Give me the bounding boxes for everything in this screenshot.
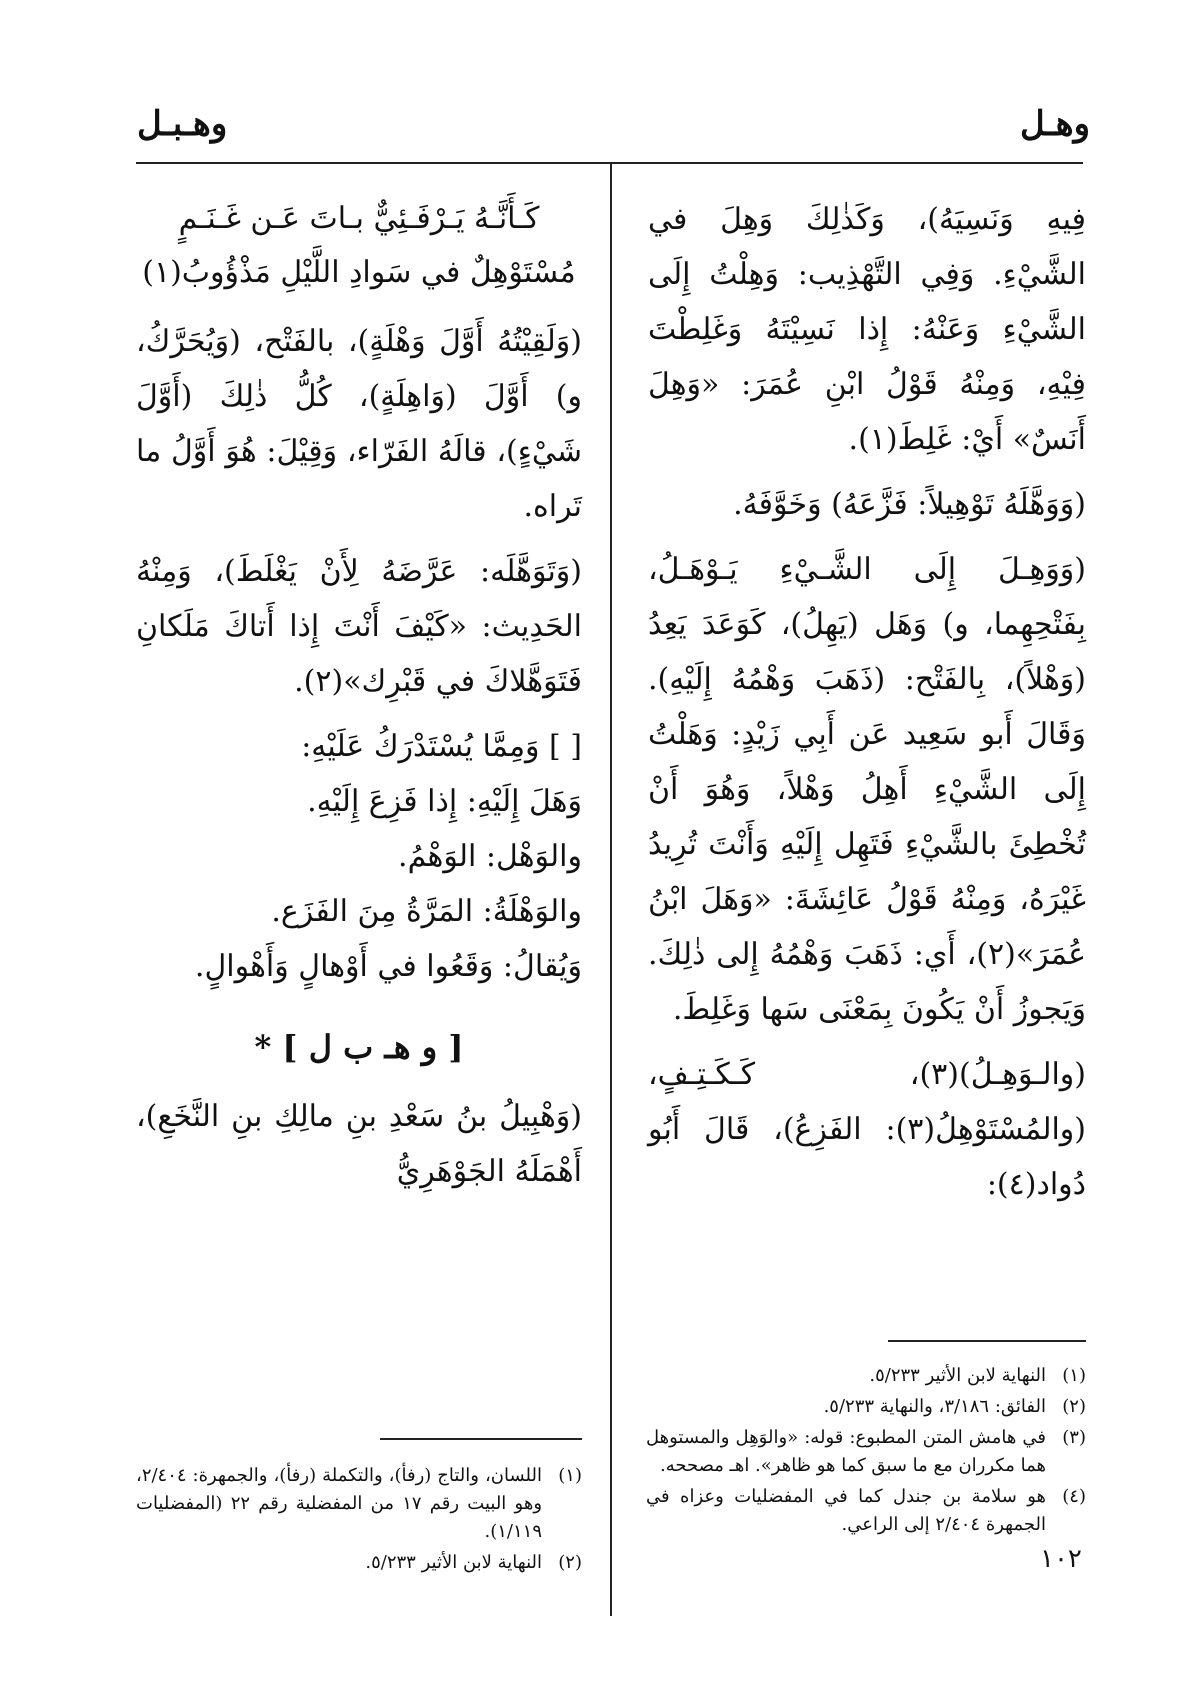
page-number: ١٠٢: [1040, 1544, 1082, 1574]
footnote-text: الفائق: ٣/١٨٦، والنهاية ٥/٢٣٣.: [823, 1396, 1046, 1417]
footnote: [136, 1549, 582, 1577]
footnote-number: (٤): [1062, 1486, 1086, 1507]
left-column: [136, 192, 582, 1199]
footnote-text: هو سلامة بن جندل كما في المفضليات وعزاه في الجمهرة ٢/٤٠٤ إلى الراعي.: [646, 1486, 1046, 1535]
footnote-number: (٢): [1062, 1396, 1086, 1417]
entry-heading: [ و هـ ب ل ] *: [254, 1028, 464, 1066]
column-divider: [610, 164, 612, 1616]
footnote: [646, 1424, 1086, 1480]
right-footnote-rule: [888, 1340, 1086, 1342]
left-paragraph-4: وَهَلَ إِلَيْهِ: إِذا فَزِعَ إِلَيْهِ.: [307, 784, 582, 819]
right-paragraph-3: (وَوَهِـلَ إِلَى الشَّـيْءِ يَـوْهَـلُ، بِفَتْحِهِما، و) وَهَل (يَهِلُ)، كَوَعَدَ يَعِدُ (وَهْلاً)، بِالفَتْح: (ذَهَبَ وَهْمُهُ إِلَيْهِ). وَقَالَ أَبو سَعِيد عَن أَبِي زَيْدٍ: وَهَلْتُ إِلَى الشَّيْءِ أَهِلُ وَهْلاً، وَهُوَ أَنْ تُخْطِئَ بالشَّيْءِ فَتَهِل إِلَيْهِ وَأَنْتَ تُرِيدُ غَيْرَهُ، وَمِنْهُ قَوْلُ عَائِشَةَ: «وَهَلَ ابْنُ عُمَرَ»(٢)، أَي: ذَهَبَ وَهْمُهُ إِلى ذٰلِكَ. وَيَجوزُ أَنْ يَكُونَ بِمَعْنَى سَها وَغَلِطَ.: [648, 552, 1086, 1027]
footnote-text: النهاية لابن الأثير ٥/٢٣٣.: [869, 1365, 1046, 1386]
footnote-number: (١): [1062, 1365, 1086, 1386]
footnote: [646, 1483, 1086, 1539]
running-header-left: وهـبـل: [137, 104, 228, 144]
right-footnotes: [646, 1362, 1086, 1542]
right-paragraph-2: (وَوَهَّلَهُ تَوْهِيلاً: فَزَّعَهُ) وَخَوَّفَهُ.: [733, 487, 1086, 522]
left-paragraph-6: والوَهْلَةُ: المَرَّةُ مِنَ الفَزَع.: [271, 894, 582, 929]
footnote-text: اللسان، والتاج (رفأ)، والتكملة (رفأ)، والجمهرة: ٢/٤٠٤، وهو البيت رقم ١٧ من المفضلية رقم ٢٢ (المفضليات ١/١١٩).: [136, 1465, 543, 1542]
right-paragraph-4: (والـوَهِـلُ)(٣)، كَـكَـتِـفٍ، (والمُسْتَوْهِلُ(٣): الفَزِعُ)، قَالَ أَبُو دُواد(٤):: [648, 1057, 1086, 1202]
left-footnote-rule: [380, 1438, 582, 1440]
right-paragraph-1: فِيهِ وَنَسِيَهُ)، وَكَذٰلِكَ وَهِلَ في الشَّيْءِ. وَفِي التَّهْذِيب: وَهِلْتُ إِلَى الشَّيْءِ وَعَنْهُ: إِذا نَسِيْتَهُ وَغَلِطْتَ فِيْهِ، وَمِنْهُ قَوْلُ ابْنِ عُمَرَ: «وَهِلَ أَنَسٌ» أَيْ: غَلِطَ(١).: [648, 202, 1086, 457]
right-column: [648, 192, 1086, 1212]
footnote-number: (٢): [558, 1552, 582, 1573]
footnote: [646, 1393, 1086, 1421]
footnote-number: (١): [558, 1465, 582, 1486]
running-header-right: وهـل: [1019, 104, 1090, 144]
footnote-number: (٣): [1062, 1427, 1086, 1448]
footnote-text: النهاية لابن الأثير ٥/٢٣٣.: [365, 1552, 542, 1573]
verse-hemistich-1: كَـأَنَّـهُ يَـرْفَـئِيٌّ بـاتَ عَـن غَـنَـمٍ: [178, 201, 540, 236]
footnote: [136, 1462, 582, 1546]
verse: [136, 192, 582, 300]
left-paragraph-3: [ ] وَمِمَّا يُسْتَدْرَكُ عَلَيْهِ:: [301, 729, 582, 764]
left-paragraph-8: (وَهْبِيلُ بنُ سَعْدِ بنِ مالِكِ بنِ النَّخَعِ)، أَهْمَلَهُ الجَوْهَرِيُّ: [136, 1099, 582, 1189]
verse-hemistich-2: مُسْتَوْهِلٌ في سَوادِ اللَّيْلِ مَذْؤُوبُ(١): [142, 255, 576, 290]
left-footnotes: [136, 1462, 582, 1580]
footnote-text: في هامش المتن المطبوع: قوله: «والوَهِل والمستوهل هما مكرران مع ما سبق كما هو ظاهر». اهـ مصححه.: [646, 1427, 1046, 1476]
left-paragraph-1: (وَلَقِيْتُهُ أَوَّلَ وَهْلَةٍ)، بالفَتْح، (وَيُحَرَّكُ، و) أَوَّلَ (وَاهِلَةٍ)، كُلُّ ذٰلِكَ (أَوَّلَ شَيْءٍ)، قالَهُ الفَرّاء، وَقِيْلَ: هُوَ أَوَّلُ ما تَراه.: [136, 324, 582, 524]
footnote: [646, 1362, 1086, 1390]
left-paragraph-5: والوَهْل: الوَهْمُ.: [398, 839, 582, 874]
left-paragraph-2: (وَتَوَهَّلَه: عَرَّضَهُ لِأَنْ يَغْلَطَ)، وَمِنْهُ الحَدِيث: «كَيْفَ أَنْتَ إِذا أَتاكَ مَلَكانِ فَتَوَهَّلاكَ في قَبْرِك»(٢).: [136, 554, 582, 699]
left-paragraph-7: وَيُقالُ: وَقَعُوا في أَوْهالٍ وَأَهْوالٍ.: [194, 949, 582, 984]
